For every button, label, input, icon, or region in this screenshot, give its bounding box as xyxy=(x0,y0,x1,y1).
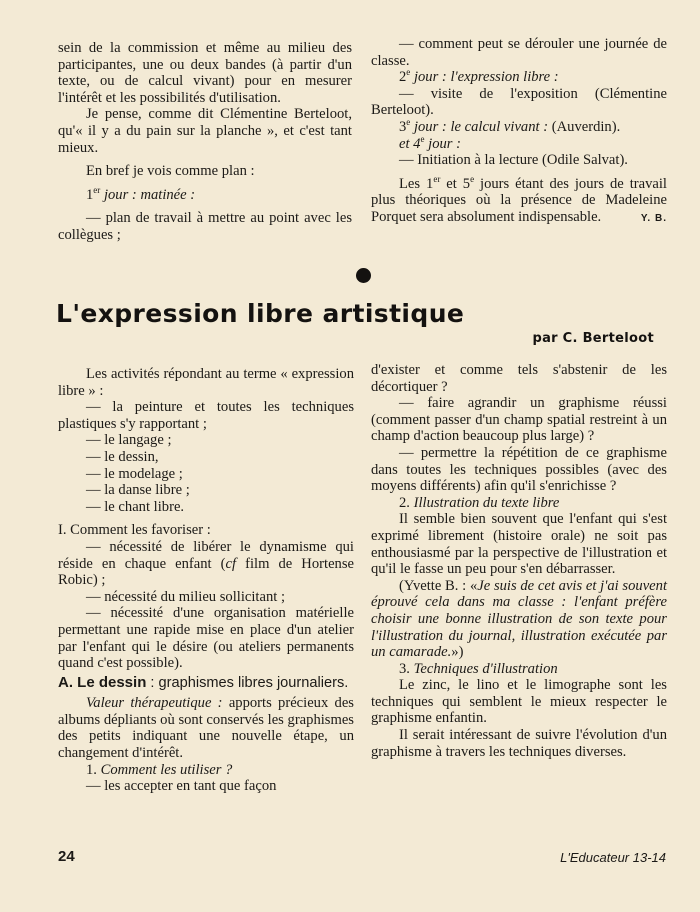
paragraph: Les 1er et 5e jours étant des jours de travail plus théoriques où la présence de Madeleine Porquet sera absolument indispensable. Y. B. xyxy=(371,176,667,226)
list-item: — la danse libre ; xyxy=(86,482,190,499)
paragraph: Les activités répondant au terme « expression libre » : xyxy=(58,366,354,399)
list-item: — le modelage ; xyxy=(86,465,183,482)
list-item: — le chant libre. xyxy=(86,498,185,515)
section-separator-dot xyxy=(356,268,371,283)
section-heading: I. Comment les favoriser : xyxy=(58,522,211,539)
numbered-heading: 1. Comment les utiliser ? xyxy=(86,761,233,778)
bottom-left-column xyxy=(58,366,354,795)
plan-day-heading: et 4e jour : xyxy=(399,133,461,152)
bottom-right-column xyxy=(371,362,667,760)
list-item: — permettre la répétition de ce graphisme dans toutes les techniques possibles (avec des moyens différents) afin qu'il s'enrichisse ? xyxy=(371,444,667,495)
quote: (Yvette B. : «Je suis de cet avis et j'ai souvent éprouvé cela dans ma classe : l'enfant préfère choisir une bonne illustration de son texte pour l'illustration du journal, illustration exécutée par un camarade.») xyxy=(371,577,667,661)
numbered-heading: 3. Techniques d'illustration xyxy=(399,660,558,677)
plan-day-heading: 2e jour : l'expression libre : xyxy=(399,67,559,86)
paragraph: En bref je vois comme plan : xyxy=(86,163,255,180)
plan-day-heading: 3e jour : le calcul vivant : (Auverdin). xyxy=(399,117,621,135)
article-title: L'expression libre artistique xyxy=(56,299,465,328)
numbered-heading: 2. Illustration du texte libre xyxy=(399,494,560,511)
top-right-column xyxy=(371,36,667,228)
list-item: — les accepter en tant que façon xyxy=(86,778,277,795)
paragraph: — Initiation à la lecture (Odile Salvat). xyxy=(399,152,628,169)
paragraph: d'exister et comme tels s'abstenir de les décortiquer ? xyxy=(371,362,667,395)
paragraph: Valeur thérapeutique : apports précieux des albums dépliants où sont conservés les graphismes des petits indiquant une nouvelle étape, un changement d'intérêt. xyxy=(58,695,354,762)
paragraph: Il serait intéressant de suivre l'évolution d'un graphisme à travers les techniques diverses. xyxy=(371,727,667,760)
article-byline: par C. Berteloot xyxy=(532,331,654,346)
list-item: — nécessité d'une organisation matérielle permettant une rapide mise en place d'un atelier par l'enfant qui le désire (ou ateliers permanents quand c'est possible). xyxy=(58,605,354,672)
author-initials: Y. B. xyxy=(640,212,667,224)
paragraph: — comment peut se dérouler une journée de classe. xyxy=(371,36,667,69)
paragraph: Il semble bien souvent que l'enfant qui s'est exprimé librement (histoire orale) ne soit pas enthousiasmé par la perspective de l'illustration et qu'il le fasse un peu pour s'en débarrasser. xyxy=(371,511,667,578)
list-item: — nécessité de libérer le dynamisme qui réside en chaque enfant (cf film de Hortense Robic) ; xyxy=(58,538,354,589)
paragraph: Je pense, comme dit Clémentine Berteloot, qu'« il y a du pain sur la planche », et c'est tant mieux. xyxy=(58,106,352,156)
plan-day-heading: 1er jour : matinée : xyxy=(86,184,196,203)
list-item: — nécessité du milieu sollicitant ; xyxy=(86,588,286,605)
list-item: — le langage ; xyxy=(86,432,172,449)
subsection-heading: A. Le dessin : graphismes libres journaliers. xyxy=(58,673,349,691)
top-left-column xyxy=(58,40,352,244)
paragraph: Le zinc, le lino et le limographe sont les techniques qui semblent le mieux respecter le graphisme enfantin. xyxy=(371,677,667,727)
list-item: — la peinture et toutes les techniques plastiques s'y rapportant ; xyxy=(58,399,354,432)
paragraph: — plan de travail à mettre au point avec les collègues ; xyxy=(58,210,352,243)
list-item: — faire agrandir un graphisme réussi (comment passer d'un champ spatial restreint à un champ d'action beaucoup plus large) ? xyxy=(371,395,667,445)
paragraph: — visite de l'exposition (Clémentine Berteloot). xyxy=(371,85,667,119)
list-item: — le dessin, xyxy=(86,448,159,465)
page-number: 24 xyxy=(58,848,75,865)
paragraph: sein de la commission et même au milieu des participantes, une ou deux bandes (à partir d'un texte, ou de calcul vivant) pour en mesurer l'intérêt et les possibilités d'utilisation. xyxy=(58,40,352,106)
journal-footer: L'Educateur 13-14 xyxy=(560,850,666,865)
